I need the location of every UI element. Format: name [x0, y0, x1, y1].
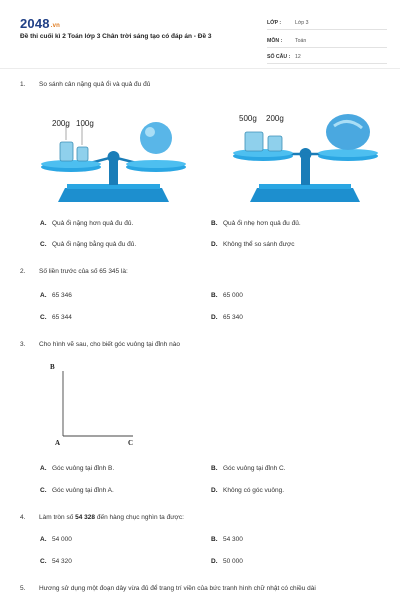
- option-q3-c[interactable]: [40, 487, 114, 494]
- option-q2-b[interactable]: [211, 292, 243, 299]
- option-letter: C.: [40, 487, 47, 494]
- question-text: Số liền trước của số 65 345 là:: [39, 268, 128, 275]
- option-letter: D.: [211, 241, 218, 248]
- option-letter: C.: [40, 558, 47, 565]
- option-q2-c[interactable]: [40, 314, 72, 321]
- option-q2-a[interactable]: [40, 292, 72, 299]
- header-divider: [0, 68, 400, 69]
- site-logo[interactable]: [20, 16, 60, 31]
- weight-label-500g-right: 500g: [239, 114, 257, 123]
- logo-suffix: .vn: [50, 23, 61, 29]
- question-text: [39, 514, 184, 521]
- meta-subject-label: MÔN :: [267, 38, 283, 44]
- option-q1-b[interactable]: [211, 220, 301, 227]
- option-text: Góc vuông tại đỉnh C.: [223, 465, 286, 472]
- option-text: 50 000: [223, 558, 243, 565]
- option-text: Không có góc vuông.: [223, 487, 285, 494]
- exam-title: Đề thi cuối kì 2 Toán lớp 3 Chân trời sáng tạo có đáp án - Đề 3: [20, 33, 212, 40]
- meta-count-value: 12: [295, 54, 301, 60]
- option-q1-a[interactable]: [40, 220, 133, 227]
- vertex-label-c: C: [128, 439, 134, 447]
- option-q1-c[interactable]: [40, 241, 136, 248]
- option-text: Quả ổi nhẹ hơn quả đu đủ.: [223, 220, 301, 227]
- option-letter: B.: [211, 220, 218, 227]
- option-text: 65 346: [52, 292, 72, 299]
- option-letter: D.: [211, 558, 218, 565]
- logo-text: 2048: [20, 16, 50, 31]
- question-number: 2.: [20, 268, 26, 275]
- option-text: 65 344: [52, 314, 72, 321]
- vertex-label-a: A: [55, 439, 61, 447]
- exam-header: [12, 10, 388, 62]
- option-text: Không thể so sánh được: [223, 241, 295, 248]
- question-text: Cho hình vẽ sau, cho biết góc vuông tại đỉnh nào: [39, 341, 180, 348]
- option-text: 65 340: [223, 314, 243, 321]
- option-q4-b[interactable]: [211, 536, 243, 543]
- option-letter: D.: [211, 314, 218, 321]
- question-text-post: đến hàng chục nghìn ta được:: [95, 514, 184, 521]
- meta-class: [267, 16, 387, 30]
- question-text-number: 54 328: [75, 514, 96, 521]
- meta-class-value: Lớp 3: [295, 20, 309, 26]
- weight-label-200g-left: 200g: [52, 119, 70, 128]
- vertex-label-b: B: [50, 363, 55, 371]
- meta-subject: [267, 34, 387, 48]
- right-angle-figure: [55, 365, 145, 450]
- option-q3-d[interactable]: [211, 487, 284, 494]
- meta-subject-value: Toán: [295, 38, 307, 44]
- weight-label-200g-right: 200g: [266, 114, 284, 123]
- question-text-pre: Làm tròn số: [39, 514, 76, 521]
- question-number: 3.: [20, 341, 26, 348]
- option-letter: A.: [40, 465, 47, 472]
- question-number: 5.: [20, 585, 26, 592]
- option-letter: D.: [211, 487, 218, 494]
- option-letter: C.: [40, 241, 47, 248]
- option-text: Góc vuông tại đỉnh A.: [52, 487, 114, 494]
- option-text: 54 320: [52, 558, 72, 565]
- option-q2-d[interactable]: [211, 314, 243, 321]
- option-q4-d[interactable]: [211, 558, 243, 565]
- option-letter: C.: [40, 314, 47, 321]
- option-letter: B.: [211, 292, 218, 299]
- question-number: 4.: [20, 514, 26, 521]
- meta-count-label: SỐ CÂU :: [267, 54, 291, 60]
- option-q3-a[interactable]: [40, 465, 114, 472]
- option-text: 54 300: [223, 536, 243, 543]
- option-letter: B.: [211, 465, 218, 472]
- option-q1-d[interactable]: [211, 241, 295, 248]
- meta-class-label: LỚP :: [267, 20, 282, 26]
- option-q4-a[interactable]: [40, 536, 72, 543]
- question-number: 1.: [20, 81, 26, 88]
- meta-question-count: [267, 50, 387, 64]
- question-text: So sánh cân nặng quả ổi và quả đu đủ: [39, 81, 151, 88]
- option-letter: A.: [40, 292, 47, 299]
- weight-label-100g-left: 100g: [76, 119, 94, 128]
- option-q3-b[interactable]: [211, 465, 286, 472]
- option-text: 65 000: [223, 292, 243, 299]
- option-text: Quả ổi nặng bằng quả đu đủ.: [52, 241, 137, 248]
- option-text: Góc vuông tại đỉnh B.: [52, 465, 115, 472]
- question-text: Hương sử dụng một đoạn dây vừa đủ để trang trí viền của bức tranh hình chữ nhật có chiều dài: [39, 585, 316, 592]
- option-q4-c[interactable]: [40, 558, 72, 565]
- option-letter: A.: [40, 220, 47, 227]
- option-text: Quả ổi nặng hơn quả đu đủ.: [52, 220, 134, 227]
- option-text: 54 000: [52, 536, 72, 543]
- option-letter: B.: [211, 536, 218, 543]
- scale-image-papaya: [230, 112, 380, 207]
- option-letter: A.: [40, 536, 47, 543]
